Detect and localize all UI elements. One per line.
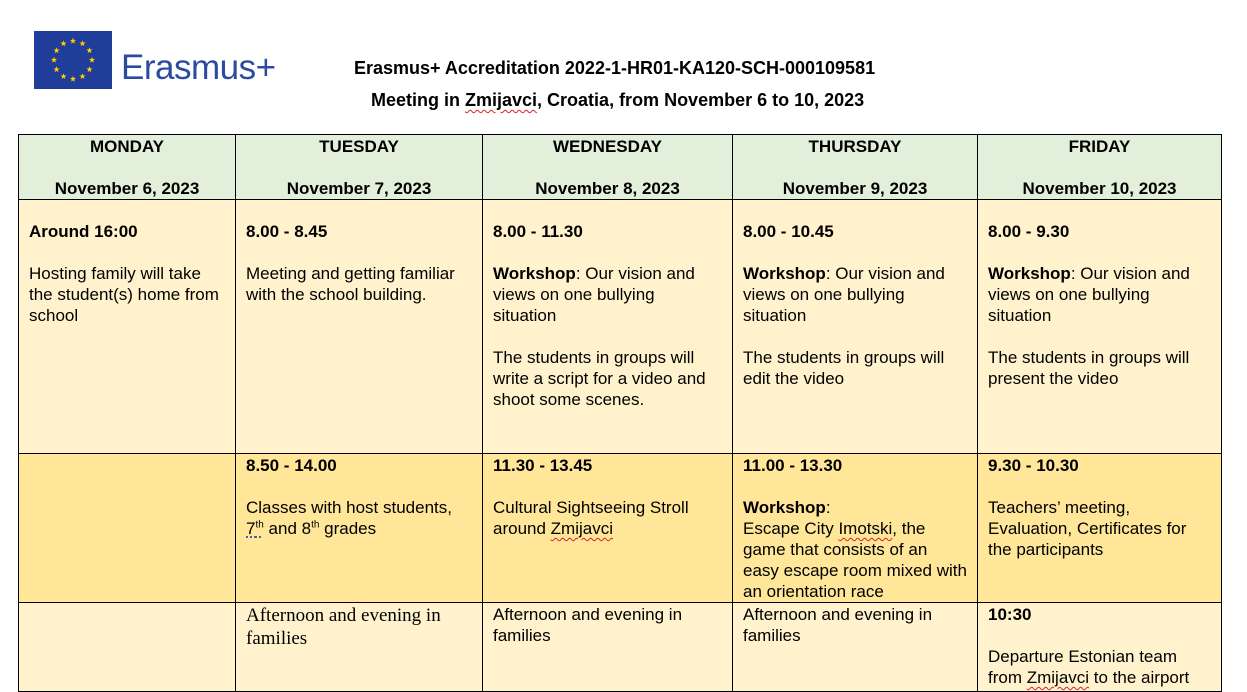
- thursday-cell-1: 8.00 - 10.45 Workshop: Our vision and views on one bullying situation The students in groups will edit the video: [733, 200, 978, 454]
- thursday-cell-2: 11.00 - 13.30 Workshop: Escape City Imotski, the game that consists of an easy escape room mixed with an orientation race: [733, 454, 978, 603]
- star-icon: [60, 73, 66, 79]
- header-wednesday: WEDNESDAY November 8, 2023: [483, 135, 733, 200]
- wednesday-cell-3: Afternoon and evening in families: [483, 603, 733, 692]
- document-title: Erasmus+ Accreditation 2022-1-HR01-KA120-SCH-000109581: [354, 58, 876, 78]
- friday-cell-1: 8.00 - 9.30 Workshop: Our vision and views on one bullying situation The students in groups will present the video: [978, 200, 1222, 454]
- logo-text: Erasmus+: [121, 48, 276, 87]
- meeting-subtitle: [371, 90, 864, 111]
- midday-row: [19, 454, 1222, 603]
- subtitle-prefix: Meeting in: [371, 90, 465, 110]
- star-icon: [89, 57, 95, 63]
- monday-cell-3: [19, 603, 236, 692]
- tuesday-cell-3: Afternoon and evening in families: [236, 603, 483, 692]
- monday-cell-1: Around 16:00 Hosting family will take the student(s) home from school: [19, 200, 236, 454]
- wednesday-cell-1: 8.00 - 11.30 Workshop: Our vision and views on one bullying situation The students in groups will write a script for a video and shoot some scenes.: [483, 200, 733, 454]
- star-icon: [79, 73, 85, 79]
- friday-cell-3: 10:30 Departure Estonian team from Zmijavci to the airport: [978, 603, 1222, 692]
- subtitle-place: Zmijavci: [465, 90, 538, 110]
- thursday-cell-3: Afternoon and evening in families: [733, 603, 978, 692]
- subtitle-suffix: , Croatia, from November 6 to 10, 2023: [537, 90, 865, 110]
- star-icon: [79, 40, 85, 46]
- header-row: [19, 135, 1222, 200]
- monday-cell-2: [19, 454, 236, 603]
- evening-row: [19, 603, 1222, 692]
- header-monday: MONDAY November 6, 2023: [19, 135, 236, 200]
- tuesday-cell-2: 8.50 - 14.00 Classes with host students, 7th and 8th grades: [236, 454, 483, 603]
- star-icon: [70, 76, 76, 82]
- star-icon: [86, 47, 92, 53]
- star-icon: [60, 40, 66, 46]
- header-friday: FRIDAY November 10, 2023: [978, 135, 1222, 200]
- friday-cell-2: 9.30 - 10.30 Teachers’ meeting, Evaluation, Certificates for the participants: [978, 454, 1222, 603]
- erasmus-logo: [34, 31, 296, 93]
- header-tuesday: TUESDAY November 7, 2023: [236, 135, 483, 200]
- schedule-table: [18, 134, 1222, 692]
- wednesday-cell-2: 11.30 - 13.45 Cultural Sightseeing Stroll around Zmijavci: [483, 454, 733, 603]
- star-icon: [54, 47, 60, 53]
- eu-flag-icon: [34, 31, 112, 89]
- morning-row: [19, 200, 1222, 454]
- tuesday-cell-1: 8.00 - 8.45 Meeting and getting familiar with the school building.: [236, 200, 483, 454]
- eu-stars: [34, 31, 112, 89]
- star-icon: [86, 66, 92, 72]
- star-icon: [54, 66, 60, 72]
- star-icon: [51, 57, 57, 63]
- star-icon: [70, 38, 76, 44]
- header-thursday: THURSDAY November 9, 2023: [733, 135, 978, 200]
